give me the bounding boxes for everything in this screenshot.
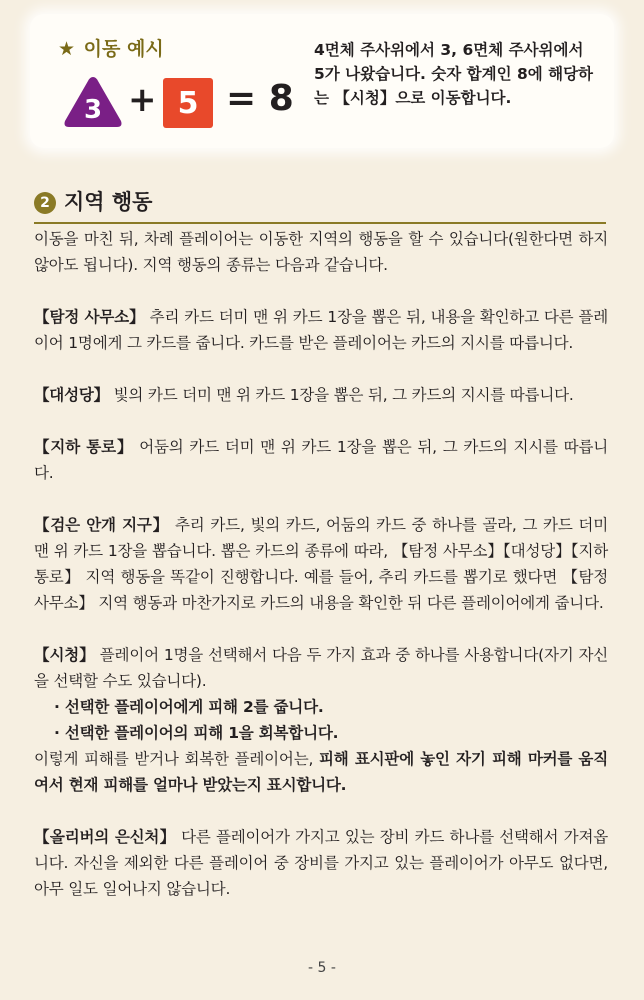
city-hall-label: 【시청】 [34, 646, 95, 664]
oliver-hideout-paragraph [34, 824, 608, 902]
damage-marker-paragraph [34, 746, 608, 798]
move-example-description: 4면체 주사위에서 3, 6면체 주사위에서 5가 나왔습니다. 숫자 합계인 8에 해당하는 【시청】으로 이동합니다. [314, 41, 594, 107]
move-example-title [58, 34, 164, 61]
move-example-title-text: 이동 예시 [83, 38, 164, 60]
underground-paragraph [34, 434, 608, 486]
cube-die-icon [163, 78, 213, 128]
tetrahedron-die-icon [62, 74, 124, 130]
plus-sign: + [128, 80, 157, 120]
cathedral-paragraph [34, 382, 608, 408]
page-number: - 5 - [308, 960, 336, 976]
section-title: 지역 행동 [64, 190, 153, 214]
section-heading [34, 186, 606, 224]
detective-office-paragraph [34, 304, 608, 356]
city-hall-option-heal: · 선택한 플레이어의 피해 1을 회복합니다. [54, 724, 339, 742]
section-number-badge: 2 [34, 192, 56, 214]
rules-content [34, 226, 608, 928]
damage-marker-instruction: 피해 표시판에 놓인 자기 피해 마커를 움직여서 현재 피해를 얼마나 받았는지 표시합니다. [34, 750, 608, 794]
black-fog-text: 추리 카드, 빛의 카드, 어둠의 카드 중 하나를 골라, 그 카드 더미 맨 위 카드 1장을 뽑습니다. 뽑은 카드의 종류에 따라, 【탐정 사무소】【대성당】【지하 통로】 지역 행동을 똑같이 진행합니다. 예를 들어, 추리 카드를 뽑기로 했다면 【탐정 사무소】 지역 행동과 마찬가지로 카드의 내용을 확인한 뒤 다른 플레이어에게 줍니다. [34, 516, 609, 612]
damage-marker-intro: 이렇게 피해를 받거나 회복한 플레이어는, [34, 750, 320, 768]
intro-paragraph: 이동을 마친 뒤, 차례 플레이어는 이동한 지역의 행동을 할 수 있습니다(원한다면 하지 않아도 됩니다). 지역 행동의 종류는 다음과 같습니다. [34, 230, 608, 274]
city-hall-option-damage: · 선택한 플레이어에게 피해 2를 줍니다. [54, 698, 324, 716]
oliver-hideout-text: 다른 플레이어가 가지고 있는 장비 카드 하나를 선택해서 가져옵니다. 자신을 제외한 다른 플레이어 중 장비를 가지고 있는 플레이어가 아무도 없다면, 아무 일도 일어나지 않습니다. [34, 828, 608, 898]
underground-text: 어둠의 카드 더미 맨 위 카드 1장을 뽑은 뒤, 그 카드의 지시를 따릅니다. [34, 438, 608, 482]
black-fog-paragraph [34, 512, 608, 616]
city-hall-text: 플레이어 1명을 선택해서 다음 두 가지 효과 중 하나를 사용합니다(자기 자신을 선택할 수도 있습니다). [34, 646, 608, 690]
detective-office-text: 추리 카드 더미 맨 위 카드 1장을 뽑은 뒤, 내용을 확인하고 다른 플레이어 1명에게 그 카드를 줍니다. 카드를 받은 플레이어는 카드의 지시를 따릅니다. [34, 308, 608, 352]
black-fog-label: 【검은 안개 지구】 [34, 516, 170, 534]
cathedral-text: 빛의 카드 더미 맨 위 카드 1장을 뽑은 뒤, 그 카드의 지시를 따릅니다. [108, 386, 574, 404]
cathedral-label: 【대성당】 [34, 386, 109, 404]
tetrahedron-die-value: 3 [83, 95, 103, 125]
detective-office-label: 【탐정 사무소】 [34, 308, 145, 326]
city-hall-paragraph [34, 642, 608, 694]
city-hall-options [34, 694, 608, 746]
underground-label: 【지하 통로】 [34, 438, 134, 456]
oliver-hideout-label: 【올리버의 은신처】 [34, 828, 176, 846]
sum-result: = 8 [226, 78, 294, 119]
star-icon: ★ [58, 38, 76, 60]
cube-die-value: 5 [177, 85, 199, 121]
